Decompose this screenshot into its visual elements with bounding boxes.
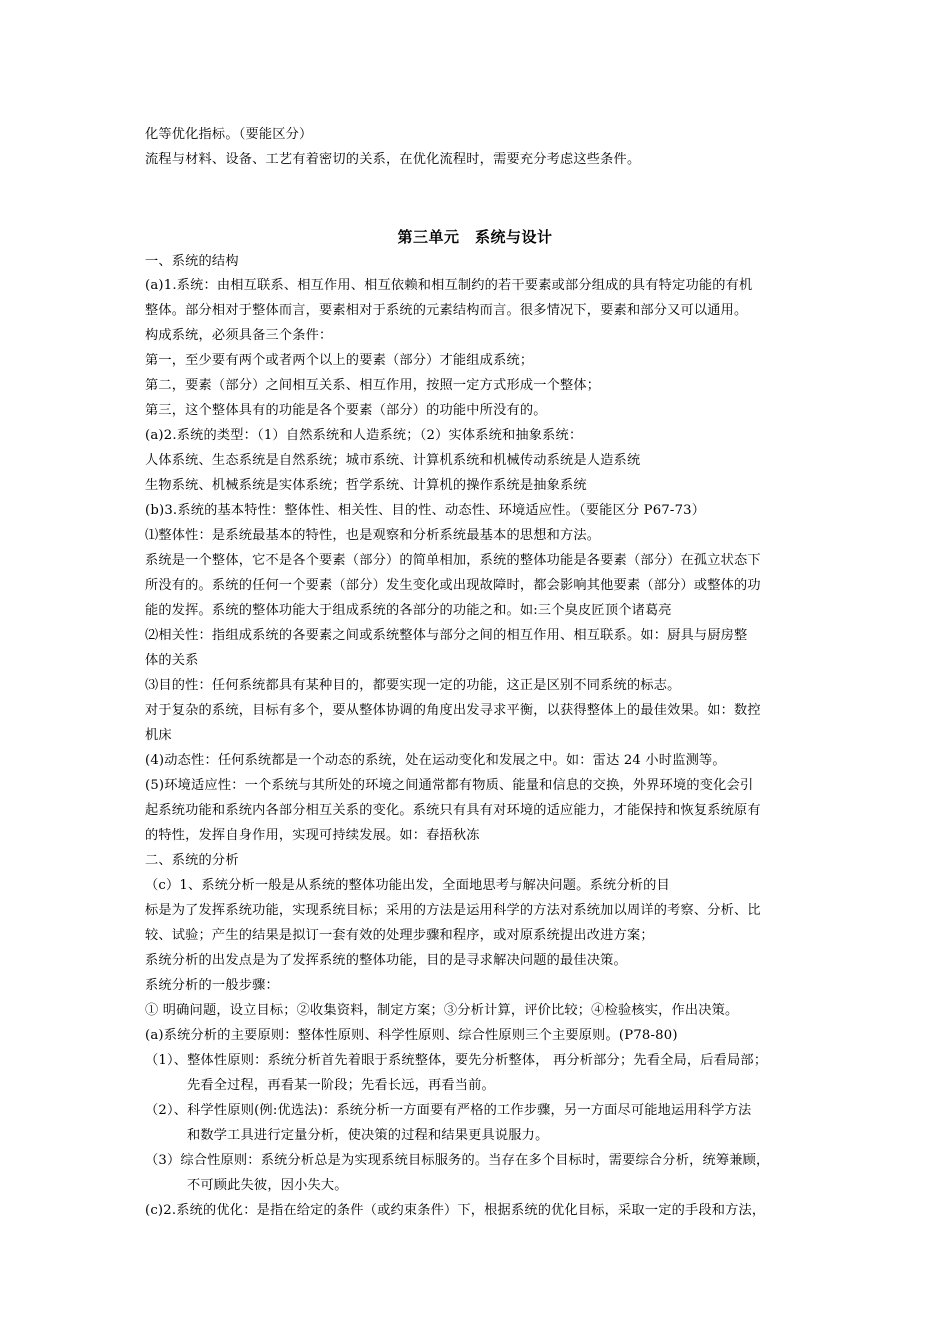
- text-line: 标是为了发挥系统功能，实现系统目标；采用的方法是运用科学的方法对系统加以周详的考察、分析、比: [145, 903, 761, 918]
- text-line: ⑴整体性：是系统最基本的特性，也是观察和分析系统最基本的思想和方法。: [145, 528, 601, 543]
- text-line: 起系统功能和系统内各部分相互关系的变化。系统只有具有对环境的适应能力，才能保持和恢复系统原有: [145, 803, 761, 818]
- text-line: 人体系统、生态系统是自然系统；城市系统、计算机系统和机械传动系统是人造系统: [145, 453, 641, 468]
- text-line: 流程与材料、设备、工艺有着密切的关系，在优化流程时，需要充分考虑这些条件。: [145, 152, 641, 167]
- text-line: 第一，至少要有两个或者两个以上的要素（部分）才能组成系统；: [145, 353, 534, 368]
- text-line: （1）、整体性原则：系统分析首先着眼于系统整体，要先分析整体， 再分析部分；先看全局，后看局部；: [145, 1053, 768, 1068]
- text-line: 对于复杂的系统，目标有多个，要从整体协调的角度出发寻求平衡，以获得整体上的最佳效果。如：数控: [145, 703, 761, 718]
- text-line: 体的关系: [145, 653, 199, 668]
- text-line: （c）1、系统分析一般是从系统的整体功能出发，全面地思考与解决问题。系统分析的目: [145, 878, 670, 893]
- text-line: 机床: [145, 728, 172, 743]
- text-line: 系统分析的出发点是为了发挥系统的整体功能，目的是寻求解决问题的最佳决策。: [145, 953, 627, 968]
- text-line: ⑵相关性：指组成系统的各要素之间或系统整体与部分之间的相互作用、相互联系。如：厨具与厨房整: [145, 628, 748, 643]
- text-line: 系统分析的一般步骤：: [145, 978, 279, 993]
- text-line: 整体。部分相对于整体而言，要素相对于系统的元素结构而言。很多情况下，要素和部分又可以通用。: [145, 303, 748, 318]
- text-line: (4)动态性：任何系统都是一个动态的系统，处在运动变化和发展之中。如：雷达 24 小时监测等。: [145, 753, 726, 768]
- text-line: ① 明确问题，设立目标；②收集资料，制定方案；③分析计算，评价比较；④检验核实，作出决策。: [145, 1003, 739, 1018]
- text-line: 不可顾此失彼，因小失大。: [187, 1178, 348, 1193]
- text-line: 先看全过程，再看某一阶段；先看长远，再看当前。: [187, 1078, 495, 1093]
- text-line: 生物系统、机械系统是实体系统；哲学系统、计算机的操作系统是抽象系统: [145, 478, 587, 493]
- text-line: 和数学工具进行定量分析，使决策的过程和结果更具说服力。: [187, 1128, 549, 1143]
- text-line: (5)环境适应性：一个系统与其所处的环境之间通常都有物质、能量和信息的交换，外界环境的变化会引: [145, 778, 754, 793]
- section-heading: 二、系统的分析: [145, 853, 239, 868]
- text-line: 能的发挥。系统的整体功能大于组成系统的各部分的功能之和。如:三个臭皮匠顶个诸葛亮: [145, 603, 672, 618]
- text-line: (a)系统分析的主要原则：整体性原则、科学性原则、综合性原则三个主要原则。(P78-80): [145, 1028, 678, 1043]
- text-line: 化等优化指标。（要能区分）: [145, 127, 313, 142]
- text-line: 第三，这个整体具有的功能是各个要素（部分）的功能中所没有的。: [145, 403, 547, 418]
- section-heading: 一、系统的结构: [145, 254, 239, 269]
- section-title: 第三单元 系统与设计: [397, 228, 553, 246]
- text-line: 所没有的。系统的任何一个要素（部分）发生变化或出现故障时，都会影响其他要素（部分）或整体的功: [145, 578, 761, 593]
- text-line: 第二，要素（部分）之间相互关系、相互作用，按照一定方式形成一个整体；: [145, 378, 601, 393]
- text-line: （2）、科学性原则(例:优选法)：系统分析一方面要有严格的工作步骤，另一方面尽可能地运用科学方法: [145, 1103, 752, 1118]
- text-line: 系统是一个整体，它不是各个要素（部分）的简单相加，系统的整体功能是各要素（部分）在孤立状态下: [145, 553, 761, 568]
- text-line: （3）综合性原则：系统分析总是为实现系统目标服务的。当存在多个目标时，需要综合分析，统筹兼顾，: [145, 1153, 770, 1168]
- text-line: 较、试验；产生的结果是拟订一套有效的处理步骤和程序，或对原系统提出改进方案；: [145, 928, 654, 943]
- text-line: ⑶目的性：任何系统都具有某种目的，都要实现一定的功能，这正是区别不同系统的标志。: [145, 678, 681, 693]
- text-line: 的特性，发挥自身作用，实现可持续发展。如：春捂秋冻: [145, 828, 480, 843]
- text-line: (a)2.系统的类型：（1）自然系统和人造系统；（2）实体系统和抽象系统：: [145, 428, 583, 443]
- text-line: (c)2.系统的优化：是指在给定的条件（或约束条件）下，根据系统的优化目标，采取一定的手段和方法，: [145, 1203, 766, 1218]
- text-line: (a)1.系统：由相互联系、相互作用、相互依赖和相互制约的若干要素或部分组成的具有特定功能的有机: [145, 278, 753, 293]
- text-line: 构成系统，必须具备三个条件：: [145, 328, 333, 343]
- text-line: (b)3.系统的基本特性：整体性、相关性、目的性、动态性、环境适应性。（要能区分 P67-73）: [145, 503, 706, 518]
